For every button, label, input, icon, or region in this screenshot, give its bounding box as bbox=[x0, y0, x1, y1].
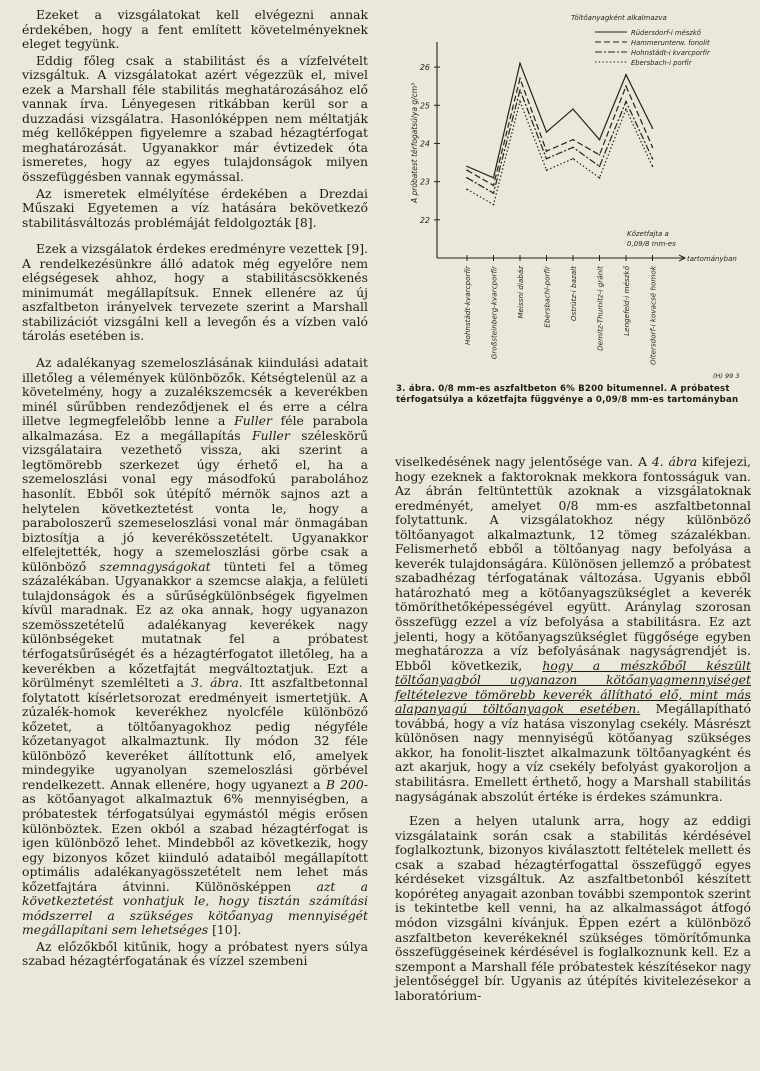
data-point bbox=[652, 166, 654, 168]
text-run: kifejezi, hogy ezeknek a faktoroknak mekkora fontosságuk van. Az ábrán feltüntettük azoknak a vizsgálatoknak eredményét, amelyet 0/8 mm-es aszfaltbetonnal folytattunk. A vizsgálatokhoz négy különböző töltőanyagot alkalmaztunk, 12 tömeg százalékban. Felismerhető ebből a töltőanyag nagy befolyása a keverék tulajdonságára. Különösen jellemző a próbatest szabadhézag térfogatának változása. Ugyanis ebből határozható meg a kötőanyagszükséglet a keverék tömöríthetőképességével együtt. Aránylag szorosan összefügg ezzel a víz befolyása a stabilitásra. Ez azt jelenti, hogy a kötőanyagszükséglet függősége egyben meghatározza a víz befolyásának nagyságrendjét is. Ebből következik, bbox=[395, 454, 751, 673]
y-axis-label: A próbatest térfogatsúlya g/cm³ bbox=[410, 82, 419, 203]
axis-note: Kőzetfajta a bbox=[627, 230, 669, 238]
data-point bbox=[572, 108, 574, 110]
paragraph: Ezek a vizsgálatok érdekes eredményre vezettek [9]. A rendelkezésünkre álló adatok még egyelőre nem elégségesek ahhoz, hogy a stabilitáscsökkenés minimumát megállapítsuk. Ennek ellenére az új aszfaltbeton irányelvek tervezete szerint a Marshall stabilizációt vizsgálni kell a levegőn és a vízben való tárolás esetében is. bbox=[22, 241, 368, 344]
category-label: Hohnstädt-kvarcporfír bbox=[463, 266, 472, 345]
data-point bbox=[625, 101, 627, 103]
text-run: . Itt aszfaltbetonnal folytatott kísérletsorozat eredményeit ismertetjük. A zúzalék-homok keverékhez nyolcféle különböző kőzetet, a töltőanyagokhoz pedig négyféle kőzetanyagot alkalmaztunk. Ily módon 32 féle különböző keveréket állítottunk elő, amelyek mindegyike ugyanolyan szemeloszlási görbével rendelkezett. Annak ellenére, hogy ugyanezt a bbox=[22, 675, 369, 792]
italic-term: szemnagyságokat bbox=[99, 558, 211, 574]
emphasized-conclusion: hogy a mészkőből készült töltőanyagból ugyanazon kötőanyagmennyiséget feltételezve tömörebb keverék állítható elő, mint más alapanyagú töltőanyagok esetében. bbox=[395, 657, 751, 717]
data-point bbox=[599, 177, 601, 179]
data-point bbox=[652, 146, 654, 148]
category-label: Lengefeld-i mészkő bbox=[622, 266, 631, 336]
data-point bbox=[466, 188, 468, 190]
data-point bbox=[493, 177, 495, 179]
data-point bbox=[572, 139, 574, 141]
series-line bbox=[467, 63, 653, 178]
data-point bbox=[625, 74, 627, 76]
text-run: -as kötőanyagot alkalmaztuk 6% mennyiségben, a próbatestek térfogatsúlyai egymástól mégis erősen különböztek. Ezen okból a szabad hézagtérfogat is igen különböző lehet. Mindebből az következik, hogy egy bizonyos kőzet kiinduló adataiból megállapított optimális adalékanyagösszetételt nem lehet más kőzetfajtára átvinni. Különösképpen bbox=[22, 776, 368, 894]
data-point bbox=[572, 146, 574, 148]
paragraph: Az előzőkből kitűnik, hogy a próbatest nyers súlya szabad hézagtérfogatának és vízzel szembeni bbox=[22, 938, 368, 969]
line-chart bbox=[395, 4, 755, 382]
text-run: Megállapítható továbbá, hogy a víz hatása viszonylag csekély. Másrészt különösen nagy mennyiségű kötőanyag szükséges akkor, ha fonolit-lisztet alkalmazunk töltőanyagként és azt akarjuk, hogy a víz csekély befolyást gyakoroljon a stabilitásra. Emellett érthető, hogy a Marshall stabilitás nagyságának abszolút értéke is érdekes számunkra. bbox=[395, 701, 751, 804]
figure-reference: 4. ábra bbox=[651, 454, 698, 469]
data-point bbox=[493, 185, 495, 187]
text-run: féle parabola alkalmazása. Ez a megállapítás bbox=[22, 413, 368, 443]
data-point bbox=[546, 169, 548, 171]
data-point bbox=[546, 150, 548, 152]
paragraph: Ezen a helyen utalunk arra, hogy az eddigi vizsgálataink során csak a stabilitás kérdésével foglalkoztunk, bizonyos kiválasztott feltételek mellett és csak a szabad hézagtérfogattal összefüggő egyes kérdéseket vizsgáltuk. Az aszfaltbetonból készített kopóréteg anyagait azonban további szempontok szerint is tekintetbe kell venni, ha az alkalmasságot átfogó módon vizsgálni kívánjuk. Éppen ezért a különböző aszfaltbeton keverékeknél szükséges tömörítőmunka összefüggéseinek kérdésével is foglalkoznunk kell. Ez a szempont a Marshall féle próbatestek készítésekor nagy jelentőséggel bír. Ugyanis az útépítés kivitelezésekor a laboratórium- bbox=[395, 813, 751, 1003]
emphasized-conclusion: azt a következtetést vonhatjuk le, hogy tisztán számítási módszerrel a szükséges kötőanyag mennyiségét megállapítani sem lehetséges bbox=[22, 878, 368, 938]
right-column bbox=[395, 455, 751, 1005]
data-point bbox=[546, 158, 548, 160]
axis-note: 0,09/8 mm-es bbox=[627, 240, 676, 248]
italic-name: Fuller bbox=[252, 427, 290, 443]
figure-reference: 3. ábra bbox=[191, 675, 239, 691]
data-point bbox=[493, 192, 495, 194]
data-point bbox=[599, 154, 601, 156]
data-point bbox=[652, 158, 654, 160]
figure-tag: (H) 99 3 bbox=[713, 372, 740, 380]
y-tick-label: 22 bbox=[419, 215, 430, 225]
data-point bbox=[519, 101, 521, 103]
data-point bbox=[466, 177, 468, 179]
data-point bbox=[519, 62, 521, 64]
y-tick-label: 25 bbox=[419, 101, 430, 111]
data-point bbox=[466, 169, 468, 171]
paragraph: Az ismeretek elmélyítése érdekében a Drezdai Műszaki Egyetemen a víz hatására bekövetkező stabilitásváltozás problémáját feldolgozták [8]. bbox=[22, 185, 368, 230]
figure-caption: 3. ábra. 0/8 mm-es aszfaltbeton 6% B200 bitumennel. A próbatest térfogatsúlya a kőzetfajta függvénye a 0,09/8 mm-es tartományban bbox=[396, 384, 739, 405]
data-point bbox=[599, 139, 601, 141]
legend-entry: Hohnstädt-i kvarcporfír bbox=[631, 49, 710, 57]
category-label: Oltersdorf-i kovacsé homok bbox=[648, 266, 658, 365]
data-point bbox=[493, 204, 495, 206]
paragraph bbox=[22, 356, 368, 938]
y-tick-label: 23 bbox=[419, 177, 430, 187]
paragraph: Ezeket a vizsgálatokat kell elvégezni annak érdekében, hogy a fent említett követelményeknek eleget tegyünk. bbox=[22, 7, 368, 52]
data-point bbox=[519, 89, 521, 91]
legend-entry: Hammerunterw. fonolit bbox=[631, 39, 710, 47]
data-point bbox=[519, 78, 521, 80]
paragraph bbox=[395, 455, 751, 804]
series-line bbox=[467, 79, 653, 186]
text-run: széleskörű vizsgálataira vezethető vissza, aki szerint a legtömörebb szerkezet úgy érhető el, ha a szemeloszlási vonal egy másodfokú parabolához hasonlít. Ebből sok útépítő mérnök sajnos azt a helytelen következtetést vonta le, hogy a paraboloszerű szemeseloszlási vonal már önmagában biztosítja a jó keverékösszetételt. Ugyanakkor elfelejtették, hogy a szemeloszlási görbe csak a különböző bbox=[22, 427, 368, 574]
text-run: [10]. bbox=[208, 922, 242, 938]
text-run: Az adalékanyag szemeloszlásának kiindulási adatait illetőleg a vélemények különbözők. Kétségtelenül az a követelmény, hogy a zuzalékszemcsék a keverékben minél sűrűbben rendeződjenek el és erre a célra illetve legmegfelelőbb lenne a bbox=[22, 355, 368, 429]
y-tick-label: 24 bbox=[419, 139, 430, 149]
data-point bbox=[625, 85, 627, 87]
category-label: Ostrütz-i bazalt bbox=[569, 266, 578, 322]
italic-name: Fuller bbox=[234, 413, 272, 429]
category-label: Meissni diabáz bbox=[516, 266, 525, 319]
figure-3 bbox=[395, 4, 755, 394]
text-run: tünteti fel a tömeg százalékában. Ugyanakkor a szemcse alakja, a felületi tulajdonságok és a sűrűségkülönbségek figyelmen kívül maradnak. Ez az oka annak, hogy ugyanazon szemösszetételű adalékanyag keverékek nagy különbségeket mutatnak fel a próbatest térfogatsűrűségét és a hézagtérfogatot illetőleg, ha a keverékben a kőzetfajtát megváltoztatjuk. Ezt a körülményt szemlélteti a bbox=[22, 558, 368, 691]
data-point bbox=[466, 166, 468, 168]
data-point bbox=[625, 108, 627, 110]
data-point bbox=[572, 158, 574, 160]
italic-term: B 200 bbox=[325, 776, 364, 792]
axis-note: tartományban bbox=[687, 255, 737, 263]
data-point bbox=[599, 166, 601, 168]
category-label: Ebersbachi-porfír bbox=[542, 266, 552, 328]
category-label: Demitz-Thumitz-i gránit bbox=[595, 266, 605, 351]
y-tick-label: 26 bbox=[419, 63, 430, 73]
text-run: viselkedésének nagy jelentősége van. A bbox=[395, 454, 652, 469]
left-column bbox=[22, 8, 368, 971]
legend-entry: Rüdersdorf-i mészkő bbox=[631, 29, 701, 37]
data-point bbox=[652, 127, 654, 129]
paragraph: Eddig főleg csak a stabilitást és a vízfelvételt vizsgáltuk. A vizsgálatokat azért végezzük el, mivel ezek a Marshall féle stabilitás meghatározásához elő vannak írva. Lényegesen ritkábban kerül sor a duzzadási vizsgálatra. Hasonlóképpen nem méltatják még kellőképpen figyelemre a szabad hézagtérfogat meghatározását. Ugyanakkor már évtizedek óta ismeretes, hogy az egyes tulajdonságok milyen összefüggésben vannak egymással. bbox=[22, 52, 368, 185]
data-point bbox=[546, 131, 548, 133]
legend-title: Töltőanyagként alkalmazva bbox=[571, 14, 667, 22]
category-label: Großsteinberg-kvarcporfír bbox=[489, 266, 499, 360]
legend-entry: Ebersbach-i porfír bbox=[631, 59, 692, 67]
